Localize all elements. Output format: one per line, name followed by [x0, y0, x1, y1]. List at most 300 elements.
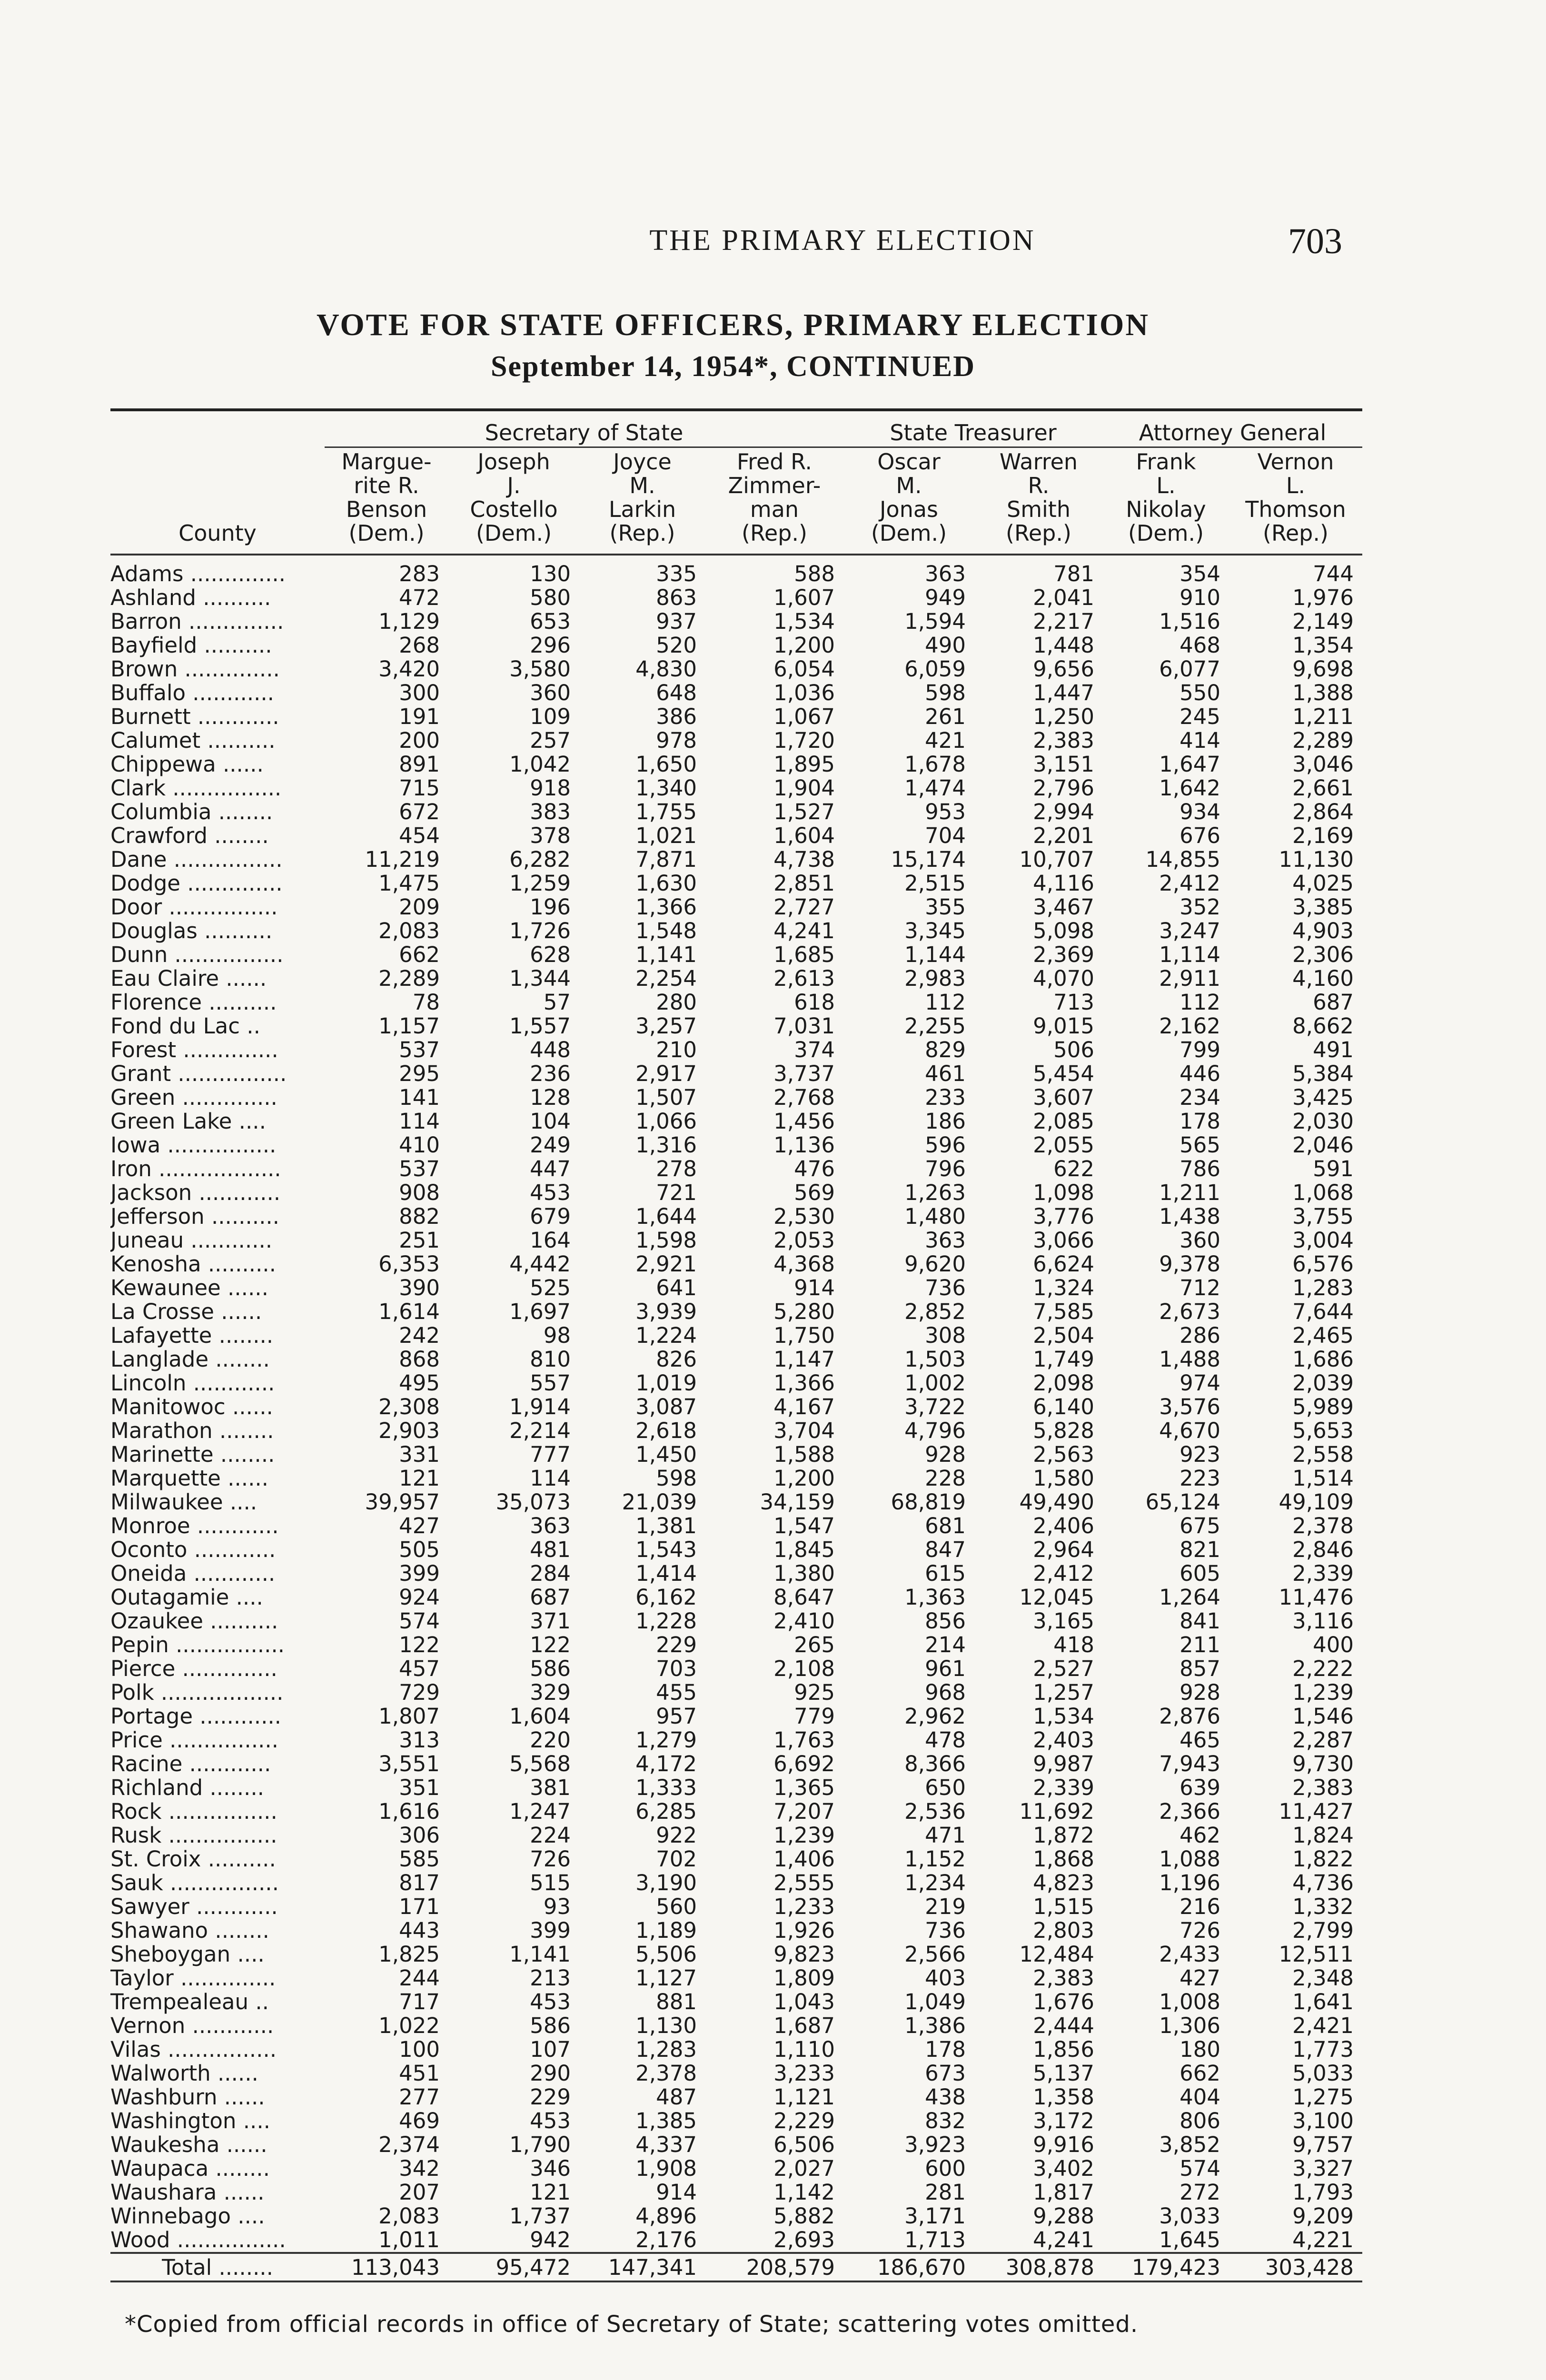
vote-count: 1,809 [773, 1965, 835, 1991]
county-row [110, 919, 1362, 943]
vote-count: 928 [925, 1442, 966, 1467]
vote-count: 11,130 [1278, 847, 1354, 872]
vote-count: 2,039 [1292, 1370, 1354, 1396]
running-head [114, 221, 1352, 271]
vote-count: 2,229 [773, 2108, 835, 2133]
vote-count: 868 [399, 1347, 440, 1372]
candidate-name-line: Thomson [1245, 496, 1346, 522]
vote-count: 1,534 [773, 609, 835, 634]
vote-count: 628 [530, 942, 571, 967]
vote-count: 1,447 [1033, 680, 1094, 705]
vote-count: 961 [925, 1656, 966, 1681]
vote-count: 832 [925, 2108, 966, 2133]
county-name: Iowa ................ [110, 1133, 277, 1157]
candidate-header [843, 447, 974, 555]
county-name: Marathon ........ [110, 1419, 274, 1443]
vote-count: 1,546 [1292, 1704, 1354, 1729]
county-name: La Crosse ...... [110, 1300, 262, 1324]
county-row [110, 1229, 1362, 1252]
vote-count: 1,141 [635, 942, 697, 967]
vote-count: 114 [530, 1466, 571, 1491]
candidate-name-line: M. [896, 473, 922, 498]
vote-count: 7,644 [1292, 1299, 1354, 1324]
vote-count: 39,957 [365, 1489, 440, 1515]
county-name: Dane ................ [110, 848, 283, 872]
vote-count: 1,516 [1159, 609, 1220, 634]
candidate-name-line: Fred R. [736, 449, 813, 475]
county-name: St. Croix .......... [110, 1847, 276, 1871]
county-name: Adams .............. [110, 561, 286, 586]
vote-count: 1,157 [378, 1013, 440, 1039]
vote-count: 207 [399, 2180, 440, 2205]
candidate-name-line: J. [507, 473, 521, 498]
vote-count: 799 [1179, 1037, 1220, 1062]
vote-count: 363 [925, 561, 966, 586]
vote-count: 922 [656, 1823, 697, 1848]
vote-count: 3,151 [1033, 752, 1094, 777]
vote-count: 1,264 [1159, 1585, 1220, 1610]
vote-count: 857 [1179, 1656, 1220, 1681]
candidate-header [579, 447, 705, 555]
county-name: Waushara ...... [110, 2181, 265, 2204]
county-name: Marinette ........ [110, 1443, 275, 1467]
vote-count: 1,066 [635, 1109, 697, 1134]
vote-count: 1,141 [509, 1942, 571, 1967]
vote-count: 712 [1179, 1275, 1220, 1300]
vote-count: 937 [656, 609, 697, 634]
vote-count: 3,190 [635, 1870, 697, 1895]
county-name: Kenosha .......... [110, 1252, 276, 1276]
vote-count: 2,566 [904, 1942, 966, 1967]
vote-count: 2,846 [1292, 1537, 1354, 1562]
vote-count: 4,670 [1159, 1418, 1220, 1443]
vote-count: 472 [399, 585, 440, 610]
vote-count: 6,077 [1159, 656, 1220, 682]
vote-count: 1,019 [635, 1370, 697, 1396]
vote-count: 5,882 [773, 2203, 835, 2229]
county-row [110, 848, 1362, 872]
candidate-name-line: (Dem.) [1128, 520, 1204, 546]
vote-count: 244 [399, 1965, 440, 1991]
table-title [114, 307, 1352, 384]
vote-count: 2,412 [1159, 871, 1220, 896]
candidate-name-line: Joseph [477, 449, 550, 475]
county-row [110, 895, 1362, 919]
county-name: Langlade ........ [110, 1348, 270, 1371]
vote-count: 5,033 [1292, 2061, 1354, 2086]
vote-count: 1,200 [773, 1466, 835, 1491]
vote-count: 574 [1179, 2156, 1220, 2181]
vote-count: 9,916 [1033, 2132, 1094, 2157]
office-group-treasurer: State Treasurer [843, 416, 1103, 447]
vote-count: 1,480 [904, 1204, 966, 1229]
county-row [110, 1014, 1362, 1038]
vote-count: 829 [925, 1037, 966, 1062]
vote-count: 1,250 [1033, 704, 1094, 729]
vote-count: 21,039 [622, 1489, 697, 1515]
vote-count: 1,607 [773, 585, 835, 610]
vote-count: 1,365 [773, 1775, 835, 1800]
vote-count: 882 [399, 1204, 440, 1229]
vote-count: 10,707 [1019, 847, 1094, 872]
county-row [110, 1609, 1362, 1633]
vote-count: 736 [925, 1275, 966, 1300]
vote-count: 3,425 [1292, 1085, 1354, 1110]
candidate-header [1103, 447, 1229, 555]
vote-count: 2,673 [1159, 1299, 1220, 1324]
county-name: Rusk ................ [110, 1824, 277, 1847]
vote-count: 114 [399, 1109, 440, 1134]
vote-count: 2,661 [1292, 775, 1354, 801]
vote-count: 1,316 [635, 1132, 697, 1158]
candidate-name-line: Joyce [613, 449, 672, 475]
vote-count: 3,923 [904, 2132, 966, 2157]
vote-count: 953 [925, 799, 966, 824]
vote-count: 1,630 [635, 871, 697, 896]
county-row [110, 2109, 1362, 2133]
vote-count: 2,366 [1159, 1799, 1220, 1824]
vote-count: 1,200 [773, 633, 835, 658]
vote-count: 462 [1179, 1823, 1220, 1848]
vote-count: 4,221 [1292, 2227, 1354, 2252]
county-row [110, 1514, 1362, 1538]
vote-count: 93 [543, 1894, 571, 1919]
vote-count: 726 [530, 1846, 571, 1872]
vote-count: 908 [399, 1180, 440, 1205]
vote-count: 1,144 [904, 942, 966, 967]
vote-count: 1,366 [635, 894, 697, 920]
vote-count: 1,604 [509, 1704, 571, 1729]
vote-count: 3,467 [1033, 894, 1094, 920]
vote-count: 1,049 [904, 1989, 966, 2014]
county-row [110, 1657, 1362, 1681]
vote-count: 968 [925, 1680, 966, 1705]
vote-count: 1,713 [904, 2227, 966, 2252]
candidate-name-line: Benson [346, 496, 427, 522]
vote-count: 1,557 [509, 1013, 571, 1039]
vote-count: 729 [399, 1680, 440, 1705]
vote-count: 308 [925, 1323, 966, 1348]
county-name: Trempealeau .. [110, 1990, 269, 2014]
vote-count: 335 [656, 561, 697, 586]
county-row [110, 2181, 1362, 2204]
vote-count: 261 [925, 704, 966, 729]
county-name: Ashland .......... [110, 586, 271, 610]
county-name: Oneida ............ [110, 1562, 276, 1586]
vote-count: 68,819 [891, 1489, 966, 1515]
vote-count: 639 [1179, 1775, 1220, 1800]
county-row [110, 753, 1362, 776]
vote-count: 3,939 [635, 1299, 697, 1324]
vote-count: 363 [530, 1513, 571, 1538]
vote-table-body [110, 555, 1362, 2281]
vote-count: 1,503 [904, 1347, 966, 1372]
county-name: Waupaca ........ [110, 2157, 270, 2181]
vote-count: 112 [1179, 990, 1220, 1015]
vote-count: 3,576 [1159, 1394, 1220, 1419]
county-name: Oconto ............ [110, 1538, 276, 1562]
vote-count: 6,282 [509, 847, 571, 872]
vote-count: 881 [656, 1989, 697, 2014]
vote-count: 1,002 [904, 1370, 966, 1396]
county-name: Pierce .............. [110, 1657, 277, 1681]
vote-count: 308,878 [974, 2253, 1103, 2281]
vote-count: 1,588 [773, 1442, 835, 1467]
vote-count: 1,263 [904, 1180, 966, 1205]
vote-count: 7,871 [635, 847, 697, 872]
vote-count: 352 [1179, 894, 1220, 920]
vote-count: 451 [399, 2061, 440, 2086]
county-name: Clark ................ [110, 776, 282, 800]
vote-count: 949 [925, 585, 966, 610]
vote-count: 7,207 [773, 1799, 835, 1824]
county-name: Taylor .............. [110, 1966, 276, 1990]
vote-count: 1,914 [509, 1394, 571, 1419]
vote-count: 1,750 [773, 1323, 835, 1348]
county-row [110, 2133, 1362, 2157]
vote-count: 702 [656, 1846, 697, 1872]
vote-count: 2,306 [1292, 942, 1354, 967]
county-name: Wood ................ [110, 2228, 286, 2252]
vote-count: 233 [925, 1085, 966, 1110]
vote-count: 300 [399, 680, 440, 705]
vote-count: 713 [1053, 990, 1094, 1015]
vote-count: 650 [925, 1775, 966, 1800]
vote-count: 715 [399, 775, 440, 801]
vote-count: 236 [530, 1061, 571, 1086]
vote-count: 2,921 [635, 1251, 697, 1277]
county-row [110, 1824, 1362, 1847]
county-row [110, 1919, 1362, 1943]
vote-count: 6,162 [635, 1585, 697, 1610]
county-name: Grant ................ [110, 1062, 287, 1086]
vote-count: 525 [530, 1275, 571, 1300]
vote-count: 191 [399, 704, 440, 729]
vote-count: 5,280 [773, 1299, 835, 1324]
county-name: Dodge .............. [110, 872, 283, 895]
county-name: Bayfield .......... [110, 634, 272, 657]
vote-count: 213 [530, 1965, 571, 1991]
vote-count: 1,011 [378, 2227, 440, 2252]
county-name: Dunn ................ [110, 943, 284, 967]
vote-count: 414 [1179, 728, 1220, 753]
vote-count: 1,233 [773, 1894, 835, 1919]
vote-count: 2,339 [1292, 1561, 1354, 1586]
vote-count: 481 [530, 1537, 571, 1562]
vote-count: 1,142 [773, 2180, 835, 2205]
county-name: Winnebago .... [110, 2204, 265, 2228]
vote-count: 1,114 [1159, 942, 1220, 967]
vote-count: 565 [1179, 1132, 1220, 1158]
vote-count: 1,856 [1033, 2037, 1094, 2062]
vote-count: 4,442 [509, 1251, 571, 1277]
vote-count: 3,852 [1159, 2132, 1220, 2157]
vote-count: 515 [530, 1870, 571, 1895]
candidate-name-line: Frank [1136, 449, 1196, 475]
vote-count: 351 [399, 1775, 440, 1800]
vote-count: 2,618 [635, 1418, 697, 1443]
vote-count: 1,543 [635, 1537, 697, 1562]
vote-count: 1,043 [773, 1989, 835, 2014]
vote-count: 78 [412, 990, 440, 1015]
county-row [110, 1252, 1362, 1276]
total-label: Total ........ [110, 2253, 325, 2281]
vote-count: 453 [530, 1180, 571, 1205]
vote-count: 1,259 [509, 871, 571, 896]
vote-count: 4,167 [773, 1394, 835, 1419]
vote-count: 11,219 [365, 847, 440, 872]
vote-count: 6,285 [635, 1799, 697, 1824]
vote-count: 2,085 [1033, 1109, 1094, 1134]
vote-count: 653 [530, 609, 571, 634]
county-name: Iron .................. [110, 1157, 281, 1181]
vote-count: 2,083 [378, 2203, 440, 2229]
vote-count: 15,174 [891, 847, 966, 872]
county-row [110, 1110, 1362, 1133]
county-name: Kewaunee ...... [110, 1276, 268, 1300]
vote-count: 3,755 [1292, 1204, 1354, 1229]
vote-count: 228 [925, 1466, 966, 1491]
vote-count: 6,353 [378, 1251, 440, 1277]
vote-count: 1,488 [1159, 1347, 1220, 1372]
vote-count: 403 [925, 1965, 966, 1991]
vote-count: 942 [530, 2227, 571, 2252]
vote-count: 3,257 [635, 1013, 697, 1039]
county-name: Vernon ............ [110, 2014, 274, 2038]
county-row [110, 1681, 1362, 1705]
vote-count: 2,433 [1159, 1942, 1220, 1967]
vote-count: 1,726 [509, 918, 571, 943]
vote-count: 112 [925, 990, 966, 1015]
county-name: Brown .............. [110, 657, 280, 681]
county-row [110, 1586, 1362, 1609]
vote-count: 5,653 [1292, 1418, 1354, 1443]
vote-count: 6,576 [1292, 1251, 1354, 1277]
county-row [110, 2204, 1362, 2228]
vote-count: 4,337 [635, 2132, 697, 2157]
vote-count: 598 [925, 680, 966, 705]
vote-count: 3,171 [904, 2203, 966, 2229]
vote-count: 3,737 [773, 1061, 835, 1086]
county-row [110, 1395, 1362, 1419]
county-name: Crawford ........ [110, 824, 269, 848]
vote-count: 122 [399, 1632, 440, 1657]
vote-count: 283 [399, 561, 440, 586]
vote-count: 171 [399, 1894, 440, 1919]
county-name: Forest .............. [110, 1038, 278, 1062]
county-row [110, 1490, 1362, 1514]
county-name: Racine ............ [110, 1752, 271, 1776]
county-row [110, 2085, 1362, 2109]
vote-count: 810 [530, 1347, 571, 1372]
county-name: Shawano ........ [110, 1919, 269, 1943]
vote-count: 2,176 [635, 2227, 697, 2252]
vote-count: 1,381 [635, 1513, 697, 1538]
vote-count: 1,129 [378, 609, 440, 634]
vote-count: 3,776 [1033, 1204, 1094, 1229]
vote-count: 1,386 [904, 2013, 966, 2038]
candidate-header [1229, 447, 1362, 555]
vote-count: 2,555 [773, 1870, 835, 1895]
vote-count: 495 [399, 1370, 440, 1396]
county-name: Outagamie .... [110, 1586, 263, 1609]
county-row [110, 2014, 1362, 2038]
vote-count: 1,475 [378, 871, 440, 896]
vote-count: 934 [1179, 799, 1220, 824]
county-name: Monroe ............ [110, 1514, 279, 1538]
vote-count: 1,438 [1159, 1204, 1220, 1229]
vote-count: 2,083 [378, 918, 440, 943]
candidate-name-line: L. [1286, 473, 1306, 498]
vote-count: 11,427 [1278, 1799, 1354, 1824]
county-name: Polk .................. [110, 1681, 284, 1705]
vote-count: 284 [530, 1561, 571, 1586]
vote-count: 925 [794, 1680, 835, 1705]
vote-count: 4,160 [1292, 966, 1354, 991]
vote-count: 3,704 [773, 1418, 835, 1443]
vote-count: 2,214 [509, 1418, 571, 1443]
vote-count: 550 [1179, 680, 1220, 705]
county-name: Price ................ [110, 1728, 278, 1752]
county-name: Calumet .......... [110, 729, 276, 753]
county-name: Ozaukee .......... [110, 1609, 278, 1633]
vote-count: 2,876 [1159, 1704, 1220, 1729]
vote-count: 121 [530, 2180, 571, 2205]
county-row [110, 824, 1362, 848]
vote-count: 736 [925, 1918, 966, 1943]
vote-count: 779 [794, 1704, 835, 1729]
footnote: *Copied from official records in office of Secretary of State; scattering votes omitted. [125, 2311, 1139, 2338]
vote-count: 1,283 [1292, 1275, 1354, 1300]
vote-count: 9,378 [1159, 1251, 1220, 1277]
vote-count: 410 [399, 1132, 440, 1158]
vote-count: 295 [399, 1061, 440, 1086]
vote-count: 1,749 [1033, 1347, 1094, 1372]
vote-count: 2,768 [773, 1085, 835, 1110]
vote-count: 1,275 [1292, 2084, 1354, 2110]
vote-count: 1,354 [1292, 633, 1354, 658]
candidate-name-line: (Rep.) [1263, 520, 1328, 546]
vote-count: 675 [1179, 1513, 1220, 1538]
office-group-secretary: Secretary of State [325, 416, 843, 447]
vote-count: 2,799 [1292, 1918, 1354, 1943]
vote-count: 229 [656, 1632, 697, 1657]
county-name: Sawyer ............ [110, 1895, 278, 1919]
county-row [110, 1157, 1362, 1181]
vote-count: 600 [925, 2156, 966, 2181]
candidate-name-line: Vernon [1257, 449, 1334, 475]
vote-count: 1,650 [635, 752, 697, 777]
county-row [110, 1871, 1362, 1895]
county-row [110, 1276, 1362, 1300]
vote-count: 1,817 [1033, 2180, 1094, 2205]
vote-count: 443 [399, 1918, 440, 1943]
county-row [110, 1419, 1362, 1443]
vote-count: 346 [530, 2156, 571, 2181]
vote-count: 113,043 [325, 2253, 448, 2281]
vote-count: 9,987 [1033, 1751, 1094, 1776]
vote-count: 588 [794, 561, 835, 586]
vote-count: 9,620 [904, 1251, 966, 1277]
county-name: Waukesha ...... [110, 2133, 268, 2157]
county-row [110, 1538, 1362, 1562]
top-rule [110, 410, 1362, 416]
candidate-name-line: (Rep.) [609, 520, 675, 546]
vote-count: 3,345 [904, 918, 966, 943]
vote-count: 2,383 [1033, 1965, 1094, 1991]
vote-count: 1,363 [904, 1585, 966, 1610]
vote-count: 3,046 [1292, 752, 1354, 777]
